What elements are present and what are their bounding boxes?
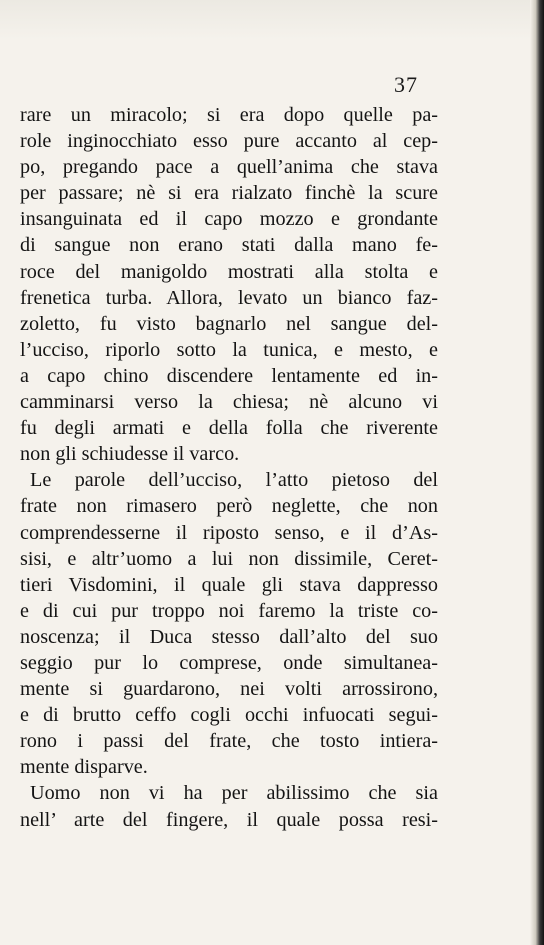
text-line: per passare; nè si era rialzato finchè la scure <box>20 182 438 205</box>
text-line: frenetica turba. Allora, levato un bianco faz- <box>20 286 438 309</box>
page-top-shading <box>0 0 544 40</box>
text-line: fu degli armati e della folla che riverente <box>20 417 438 440</box>
text-line: mente si guardarono, nei volti arrossirono, <box>20 678 438 701</box>
text-line: zoletto, fu visto bagnarlo nel sangue del- <box>20 312 438 335</box>
text-line: sisi, e altr’uomo a lui non dissimile, Ceret- <box>20 547 438 570</box>
text-line: seggio pur lo comprese, onde simultanea- <box>20 651 438 674</box>
text-line: rare un miracolo; si era dopo quelle pa- <box>20 104 438 126</box>
page-number: 37 <box>394 72 418 97</box>
body-text <box>20 102 438 833</box>
text-line: non gli schiudesse il varco. <box>20 443 240 466</box>
paragraph-start-line: Uomo non vi ha per abilissimo che sia <box>30 782 438 805</box>
paragraph-start-line: Le parole dell’ucciso, l’atto pietoso del <box>30 469 438 492</box>
text-line: insanguinata ed il capo mozzo e grondante <box>20 208 438 231</box>
text-line: e di cui pur troppo noi faremo la triste co- <box>20 599 438 622</box>
text-line: e di brutto ceffo cogli occhi infuocati segui- <box>20 704 438 727</box>
text-line: rono i passi del frate, che tosto intiera- <box>20 730 438 753</box>
text-line: tieri Visdomini, il quale gli stava dappresso <box>20 573 438 596</box>
text-line: role inginocchiato esso pure accanto al cep- <box>20 130 438 153</box>
text-line: comprendesserne il riposto senso, e il d’As- <box>20 521 438 544</box>
text-line: l’ucciso, riporlo sotto la tunica, e mesto, e <box>20 338 438 361</box>
text-line: camminarsi verso la chiesa; nè alcuno vi <box>20 391 438 414</box>
page-binding-edge <box>530 0 544 945</box>
text-line: di sangue non erano stati dalla mano fe- <box>20 234 438 257</box>
text-line: po, pregando pace a quell’anima che stava <box>20 156 438 179</box>
text-line: noscenza; il Duca stesso dall’alto del suo <box>20 625 438 648</box>
text-line: roce del manigoldo mostrati alla stolta e <box>20 260 438 283</box>
text-line: mente disparve. <box>20 756 148 779</box>
text-line: nell’ arte del fingere, il quale possa resi- <box>20 808 438 831</box>
text-line: frate non rimasero però neglette, che non <box>20 495 438 518</box>
text-line: a capo chino discendere lentamente ed in- <box>20 364 438 387</box>
